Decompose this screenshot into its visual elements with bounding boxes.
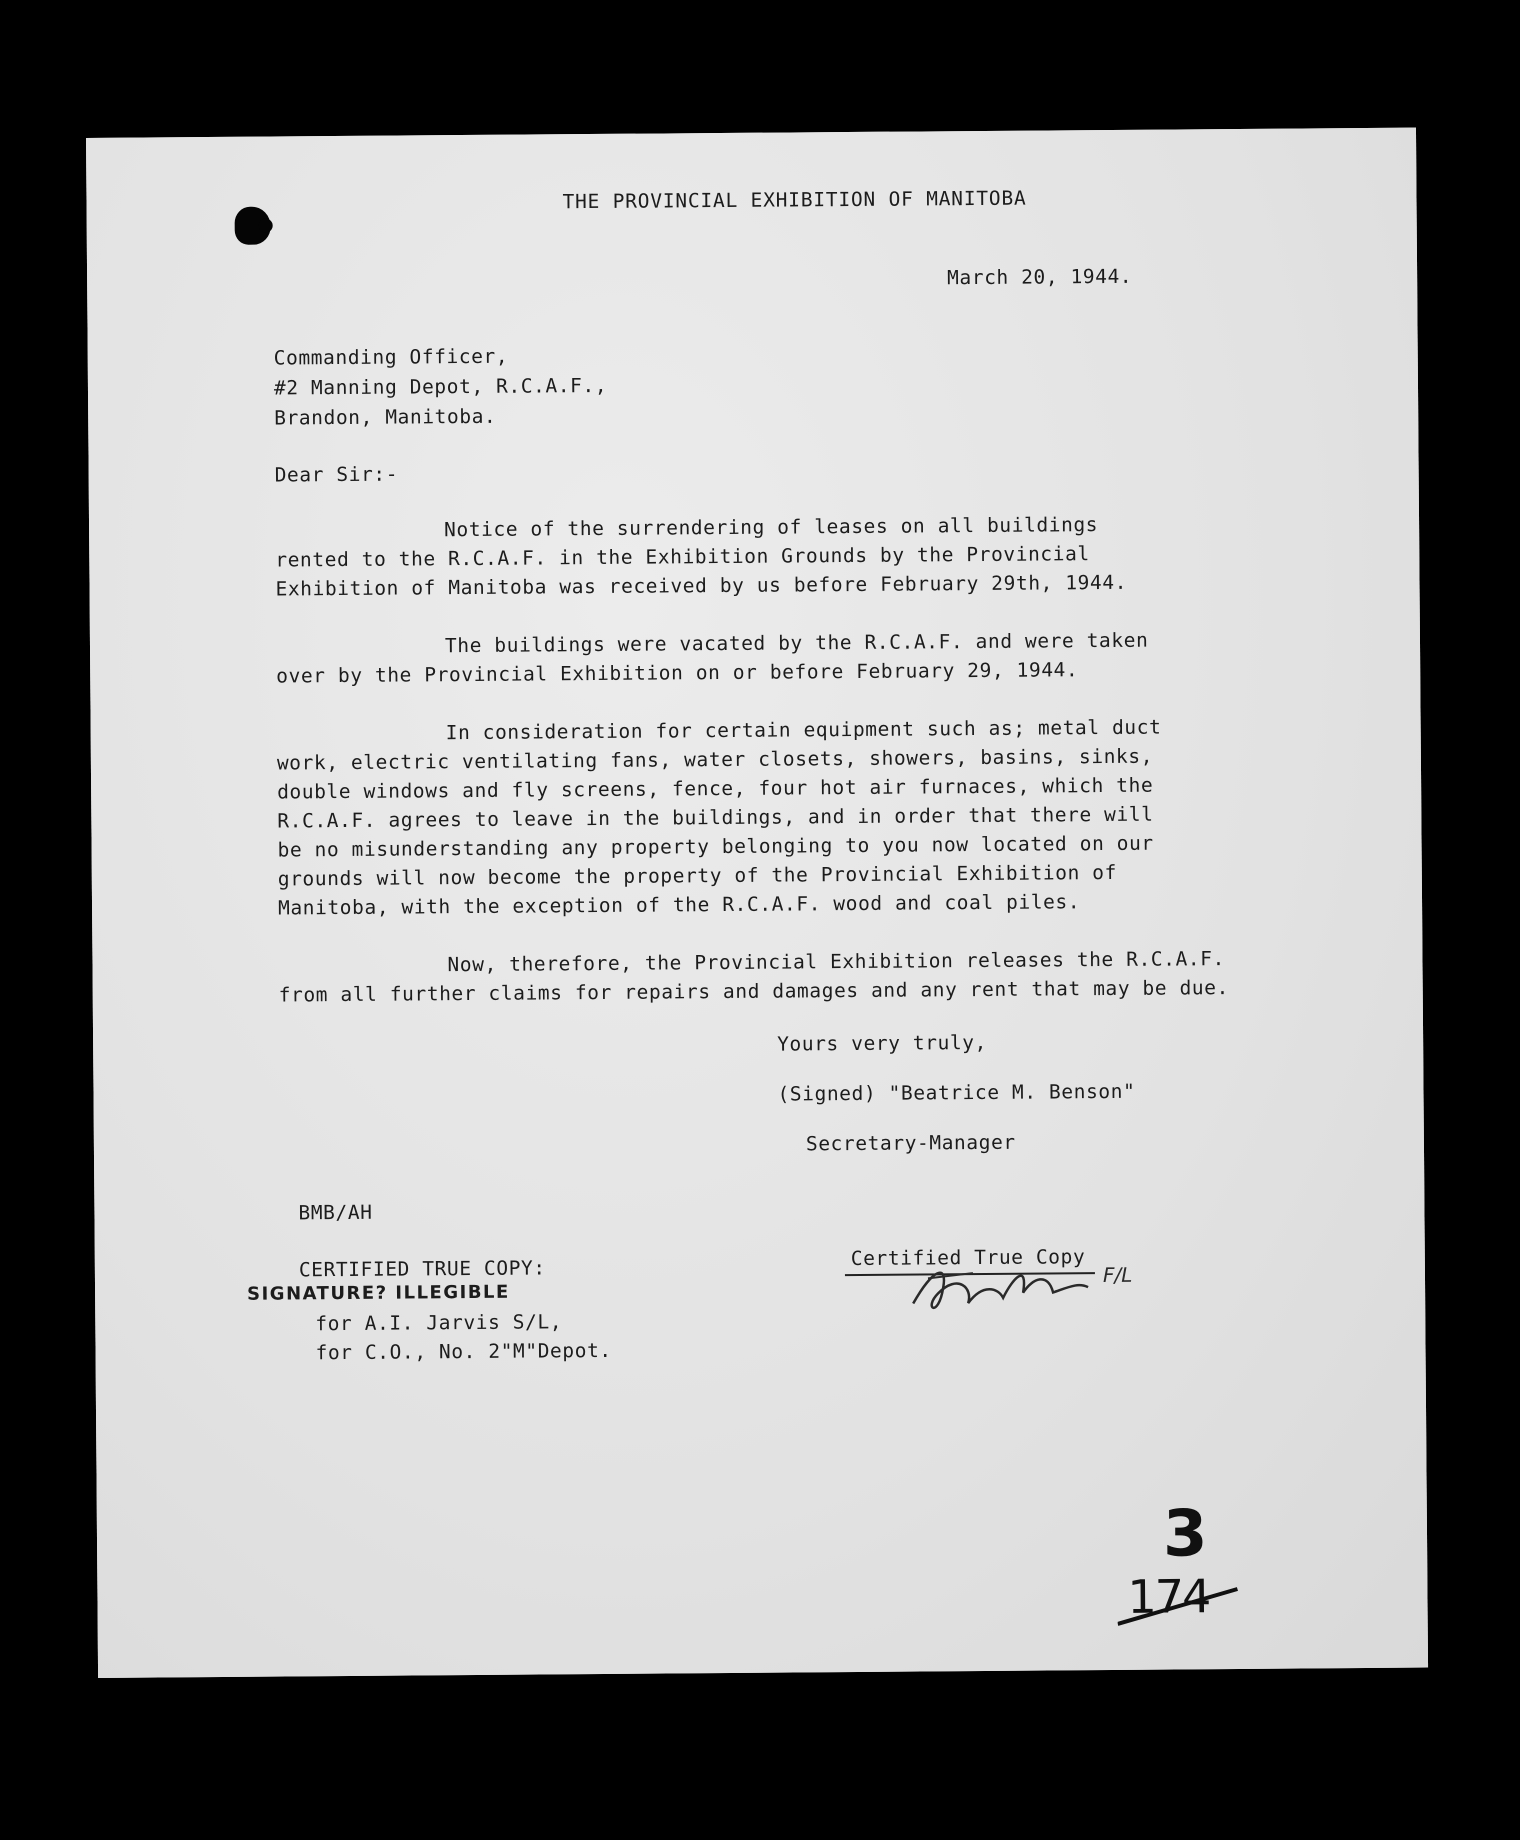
- struck-page-number: 174: [1127, 1569, 1210, 1624]
- paragraph-3-line-5: be no misunderstanding any property belonging to you now located on our: [277, 831, 1154, 862]
- certified-copy-heading-right: Certified True Copy: [850, 1245, 1086, 1271]
- paragraph-3-line-3: double windows and fly screens, fence, four hot air furnaces, which the: [277, 773, 1154, 804]
- recipient-line-3: Brandon, Manitoba.: [274, 404, 497, 430]
- paragraph-2-line-2: over by the Provincial Exhibition on or before February 29, 1944.: [276, 658, 1079, 688]
- signature-rank: F/L: [1102, 1262, 1133, 1288]
- paragraph-3-line-4: R.C.A.F. agrees to leave in the buildings, and in order that there will: [277, 802, 1154, 833]
- certifier-line-1: for A.I. Jarvis S/L,: [315, 1310, 563, 1336]
- signatory-title: Secretary-Manager: [805, 1130, 1016, 1156]
- paragraph-4-line-2: from all further claims for repairs and damages and any rent that may be due.: [278, 976, 1229, 1007]
- recipient-line-1: Commanding Officer,: [273, 344, 509, 370]
- document-page: [86, 128, 1428, 1678]
- paragraph-4-line-1: Now, therefore, the Provincial Exhibition releases the R.C.A.F.: [447, 947, 1225, 977]
- handwritten-signature: [903, 1247, 1164, 1329]
- paragraph-3-line-7: Manitoba, with the exception of the R.C.A.F. wood and coal piles.: [277, 890, 1081, 920]
- handwritten-signature-note: SIGNATURE? ILLEGIBLE: [247, 1281, 510, 1305]
- page-number: 3: [1162, 1497, 1209, 1572]
- strike-through-mark: [1117, 1585, 1257, 1626]
- reference-initials: BMB/AH: [298, 1200, 373, 1225]
- paragraph-3-line-2: work, electric ventilating fans, water closets, showers, basins, sinks,: [276, 744, 1154, 775]
- signed-name: (Signed) "Beatrice M. Benson": [777, 1079, 1136, 1106]
- letterhead: THE PROVINCIAL EXHIBITION OF MANITOBA: [562, 186, 1027, 214]
- paragraph-3-line-6: grounds will now become the property of the Provincial Exhibition of: [277, 860, 1118, 891]
- paragraph-1-line-3: Exhibition of Manitoba was received by us before February 29th, 1944.: [275, 570, 1128, 601]
- recipient-line-2: #2 Manning Depot, R.C.A.F.,: [273, 373, 608, 400]
- paragraph-1-line-2: rented to the R.C.A.F. in the Exhibition Grounds by the Provincial: [275, 542, 1090, 572]
- paragraph-2-line-1: The buildings were vacated by the R.C.A.F. and were taken: [444, 628, 1149, 658]
- letter-date: March 20, 1944.: [947, 264, 1133, 290]
- punch-hole-edge: [259, 219, 273, 233]
- certifier-line-2: for C.O., No. 2"M"Depot.: [315, 1338, 612, 1365]
- valediction: Yours very truly,: [777, 1030, 988, 1056]
- paragraph-1-line-1: Notice of the surrendering of leases on all buildings: [443, 513, 1099, 542]
- paragraph-3-line-1: In consideration for certain equipment such as; metal duct: [445, 715, 1162, 745]
- salutation: Dear Sir:-: [274, 462, 399, 487]
- certified-copy-heading-left: CERTIFIED TRUE COPY:: [298, 1256, 546, 1282]
